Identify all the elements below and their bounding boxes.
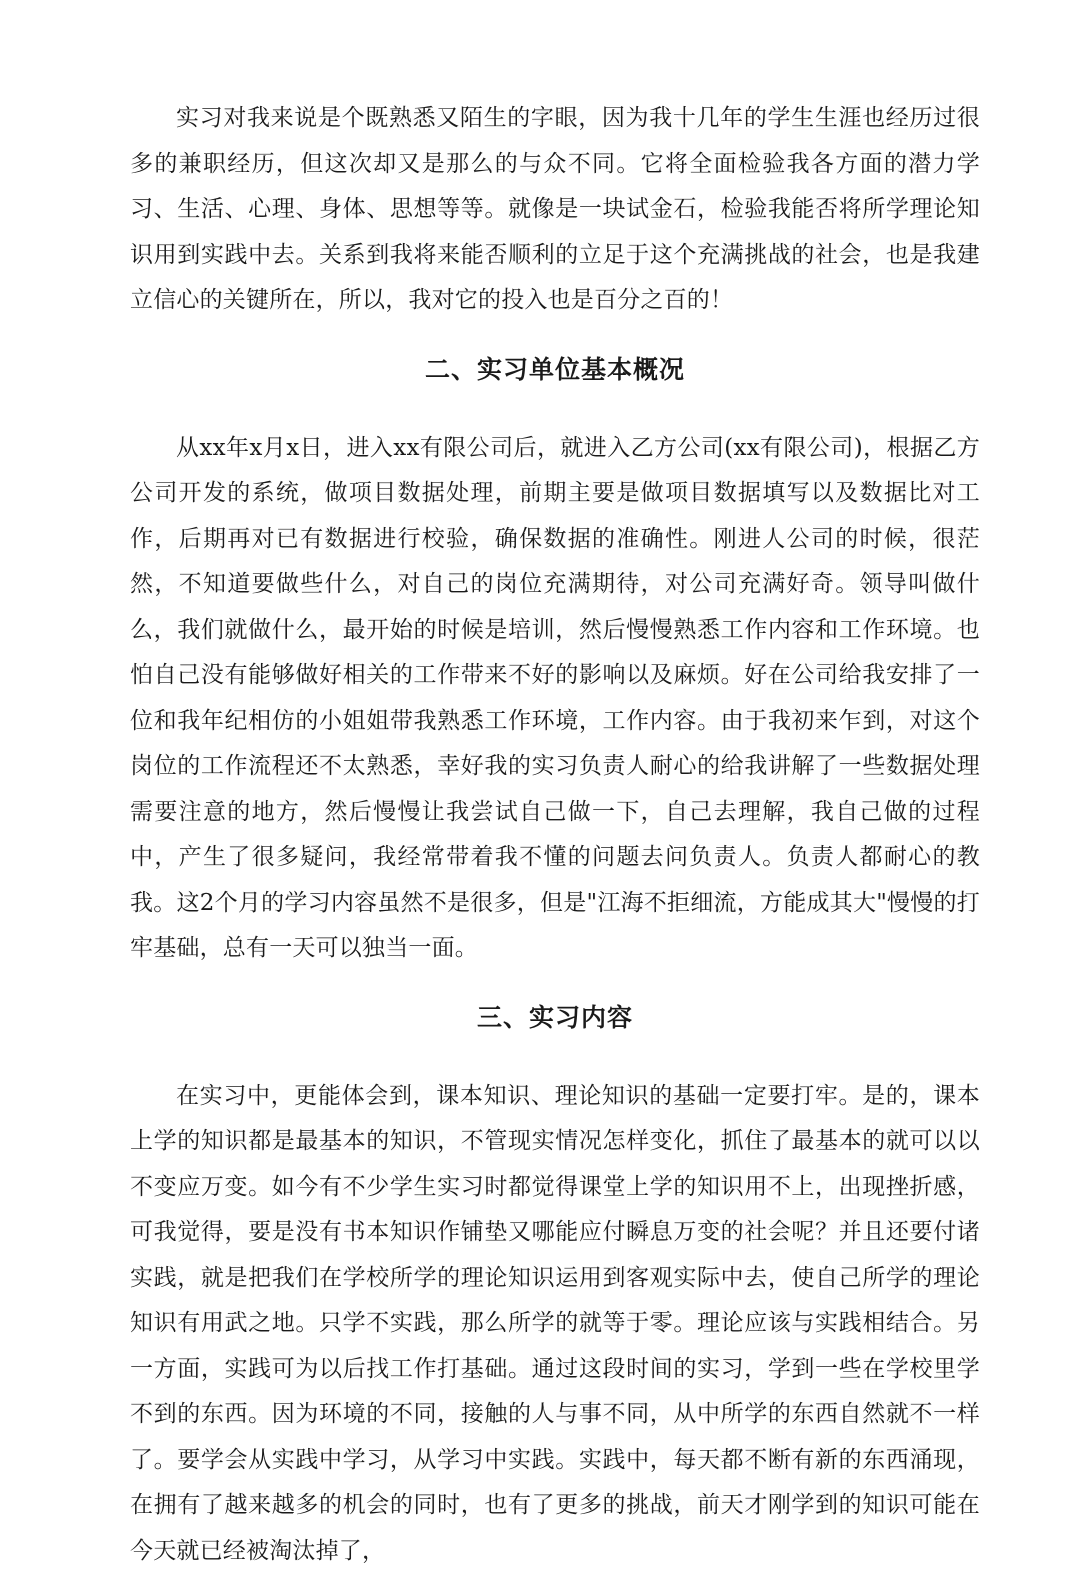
intro-paragraph: 实习对我来说是个既熟悉又陌生的字眼，因为我十几年的学生生涯也经历过很多的兼职经历，但这次却又是那么的与众不同。它将全面检验我各方面的潜力学习、生活、心理、身体、思想等等。就像是一块试金石，检验我能否将所学理论知识用到实践中去。关系到我将来能否顺利的立足于这个充满挑战的社会，也是我建立信心的关键所在，所以，我对它的投入也是百分之百的！ <box>130 96 980 324</box>
section-three-heading: 三、实习内容 <box>130 998 980 1038</box>
section-three-paragraph: 在实习中，更能体会到，课本知识、理论知识的基础一定要打牢。是的，课本上学的知识都是最基本的知识，不管现实情况怎样变化，抓住了最基本的就可以以不变应万变。如今有不少学生实习时都觉得课堂上学的知识用不上，出现挫折感，可我觉得，要是没有书本知识作铺垫又哪能应付瞬息万变的社会呢？并且还要付诸实践，就是把我们在学校所学的理论知识运用到客观实际中去，使自己所学的理论知识有用武之地。只学不实践，那么所学的就等于零。理论应该与实践相结合。另一方面，实践可为以后找工作打基础。通过这段时间的实习，学到一些在学校里学不到的东西。因为环境的不同，接触的人与事不同，从中所学的东西自然就不一样了。要学会从实践中学习，从学习中实践。实践中，每天都不断有新的东西涌现，在拥有了越来越多的机会的同时，也有了更多的挑战，前天才刚学到的知识可能在今天就已经被淘汰掉了， <box>130 1074 980 1574</box>
section-two-heading: 二、实习单位基本概况 <box>130 350 980 390</box>
section-two-paragraph: 从xx年x月x日，进入xx有限公司后，就进入乙方公司(xx有限公司)，根据乙方公司开发的系统，做项目数据处理，前期主要是做项目数据填写以及数据比对工作，后期再对已有数据进行校验，确保数据的准确性。刚进人公司的时候，很茫然，不知道要做些什么，对自己的岗位充满期待，对公司充满好奇。领导叫做什么，我们就做什么，最开始的时候是培训，然后慢慢熟悉工作内容和工作环境。也怕自己没有能够做好相关的工作带来不好的影响以及麻烦。好在公司给我安排了一位和我年纪相仿的小姐姐带我熟悉工作环境，工作内容。由于我初来乍到，对这个岗位的工作流程还不太熟悉，幸好我的实习负责人耐心的给我讲解了一些数据处理需要注意的地方，然后慢慢让我尝试自己做一下，自己去理解，我自己做的过程中，产生了很多疑问，我经常带着我不懂的问题去问负责人。负责人都耐心的教我。这2个月的学习内容虽然不是很多，但是"江海不拒细流，方能成其大"慢慢的打牢基础，总有一天可以独当一面。 <box>130 426 980 972</box>
document-page <box>130 96 980 1574</box>
